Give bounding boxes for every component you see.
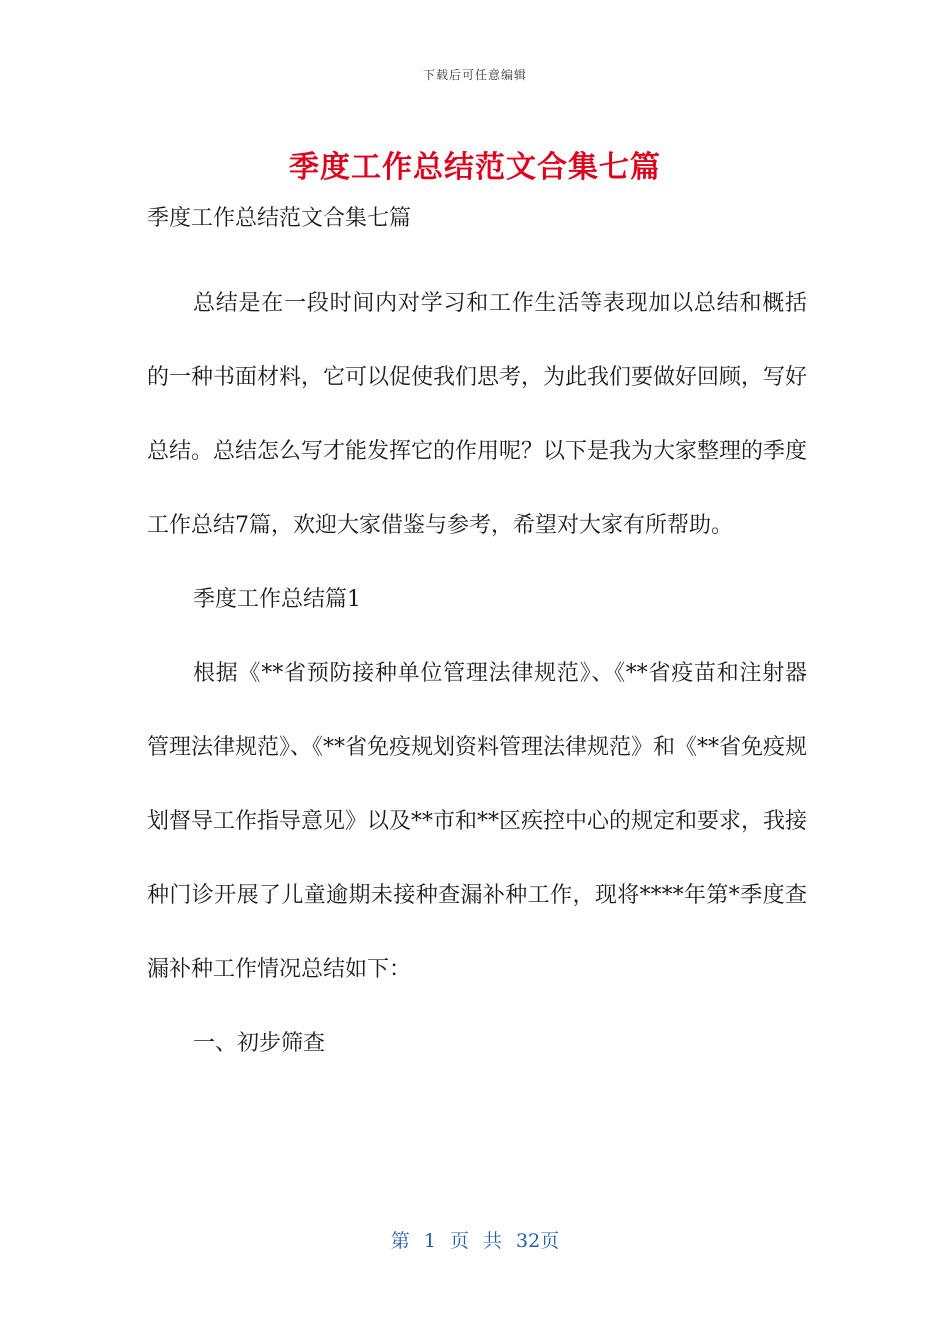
subsection-heading: 一、初步筛查 xyxy=(193,1031,326,1056)
page-number: 第 1 页 共 32页 xyxy=(390,1230,560,1252)
paragraph-main: 根据《**省预防接种单位管理法律规范》、《**省疫苗和注射器管理法律规范》、《**省免疫规划资料管理法律规范》和《**省免疫规划督导工作指导意见》以及**市和**区疾控中心的规定和要求，我接种门诊开展了儿童逾期未接种查漏补种工作，现将****年第*季度查漏补种工作情况总结如下： xyxy=(147,661,808,982)
document-title: 季度工作总结范文合集七篇 xyxy=(289,150,661,185)
header-note: 下载后可任意编辑 xyxy=(422,68,527,82)
document-body xyxy=(147,196,807,1081)
document-subtitle: 季度工作总结范文合集七篇 xyxy=(147,206,412,231)
paragraph-intro: 总结是在一段时间内对学习和工作生活等表现加以总结和概括的一种书面材料，它可以促使我们思考，为此我们要做好回顾，写好总结。总结怎么写才能发挥它的作用呢？以下是我为大家整理的季度工作总结7篇，欢迎大家借鉴与参考，希望对大家有所帮助。 xyxy=(147,291,808,538)
section-heading: 季度工作总结篇1 xyxy=(193,587,361,612)
